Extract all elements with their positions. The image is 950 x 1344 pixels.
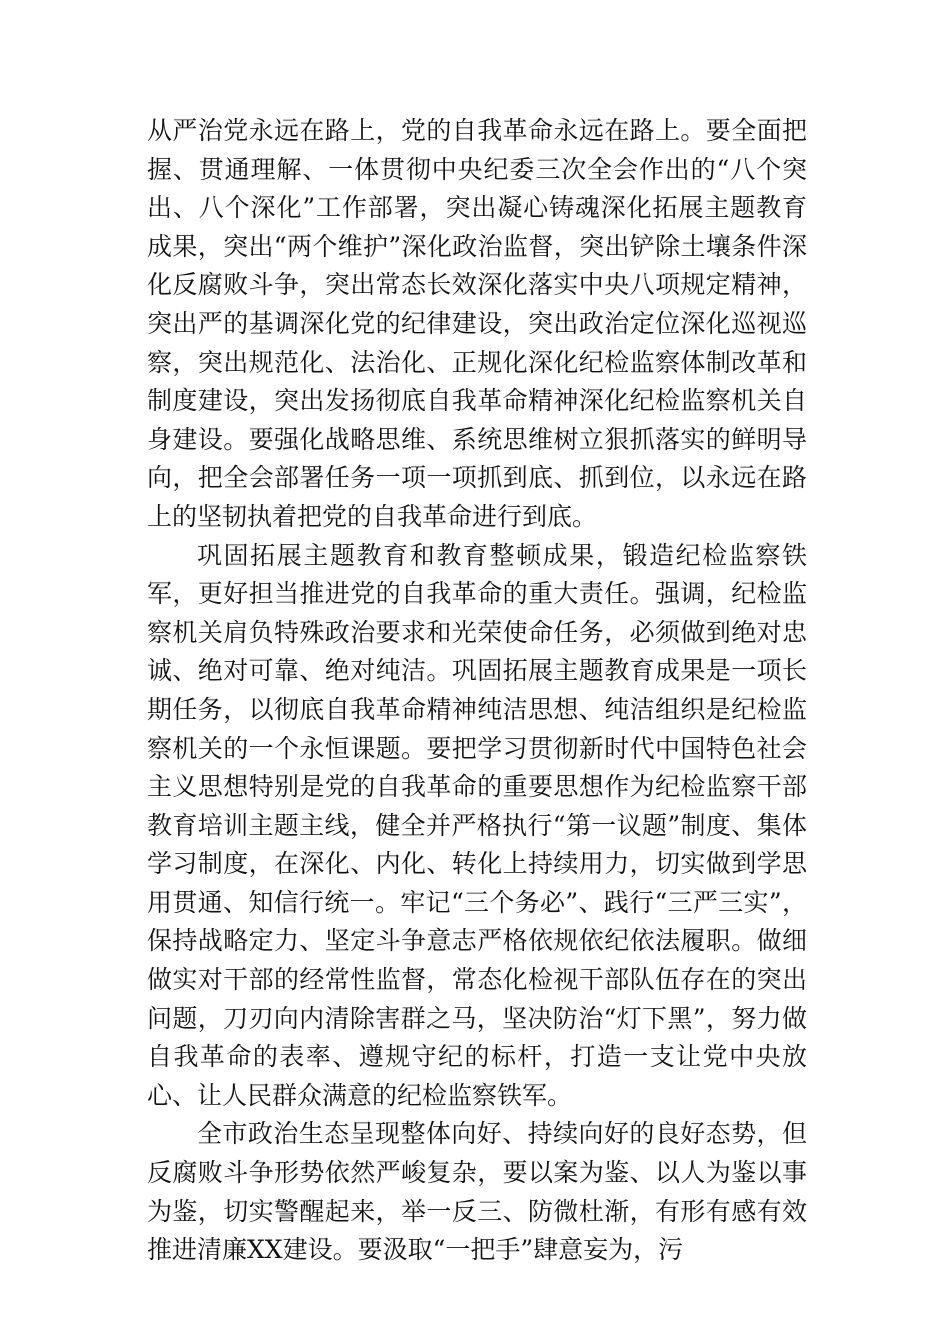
- document-body: [147, 112, 807, 1270]
- paragraph-consolidate-achievements: 巩固拓展主题教育和教育整顿成果，锻造纪检监察铁军，更好担当推进党的自我革命的重大责任。强调，纪检监察机关肩负特殊政治要求和光荣使命任务，必须做到绝对忠诚、绝对可靠、绝对纯洁。巩固拓展主题教育成果是一项长期任务，以彻底自我革命精神纯洁思想、纯洁组织是纪检监察机关的一个永恒课题。要把学习贯彻新时代中国特色社会主义思想特别是党的自我革命的重要思想作为纪检监察干部教育培训主题主线，健全并严格执行“第一议题”制度、集体学习制度，在深化、内化、转化上持续用力，切实做到学思用贯通、知信行统一。牢记“三个务必”、践行“三严三实”，保持战略定力、坚定斗争意志严格依规依纪依法履职。做细做实对干部的经常性监督，常态化检视干部队伍存在的突出问题，刀刃向内清除害群之马，坚决防治“灯下黑”，努力做自我革命的表率、遵规守纪的标杆，打造一支让党中央放心、让人民群众满意的纪检监察铁军。: [147, 540, 807, 1110]
- paragraph-political-ecology: 全市政治生态呈现整体向好、持续向好的良好态势，但反腐败斗争形势依然严峻复杂，要以案为鉴、以人为鉴以事为鉴，切实警醒起来，举一反三、防微杜渐，有形有感有效推进清廉XX建设。要汲取“一把手”肆意妄为，污: [147, 1119, 807, 1265]
- paragraph-continuation: 从严治党永远在路上，党的自我革命永远在路上。要全面把握、贯通理解、一体贯彻中央纪委三次全会作出的“八个突出、八个深化”工作部署，突出凝心铸魂深化拓展主题教育成果，突出“两个维护”深化政治监督，突出铲除土壤条件深化反腐败斗争，突出常态长效深化落实中央八项规定精神，突出严的基调深化党的纪律建设，突出政治定位深化巡视巡察，突出规范化、法治化、正规化深化纪检监察体制改革和制度建设，突出发扬彻底自我革命精神深化纪检监察机关自身建设。要强化战略思维、系统思维树立狠抓落实的鲜明导向，把全会部署任务一项一项抓到底、抓到位，以永远在路上的坚韧执着把党的自我革命进行到底。: [147, 116, 807, 531]
